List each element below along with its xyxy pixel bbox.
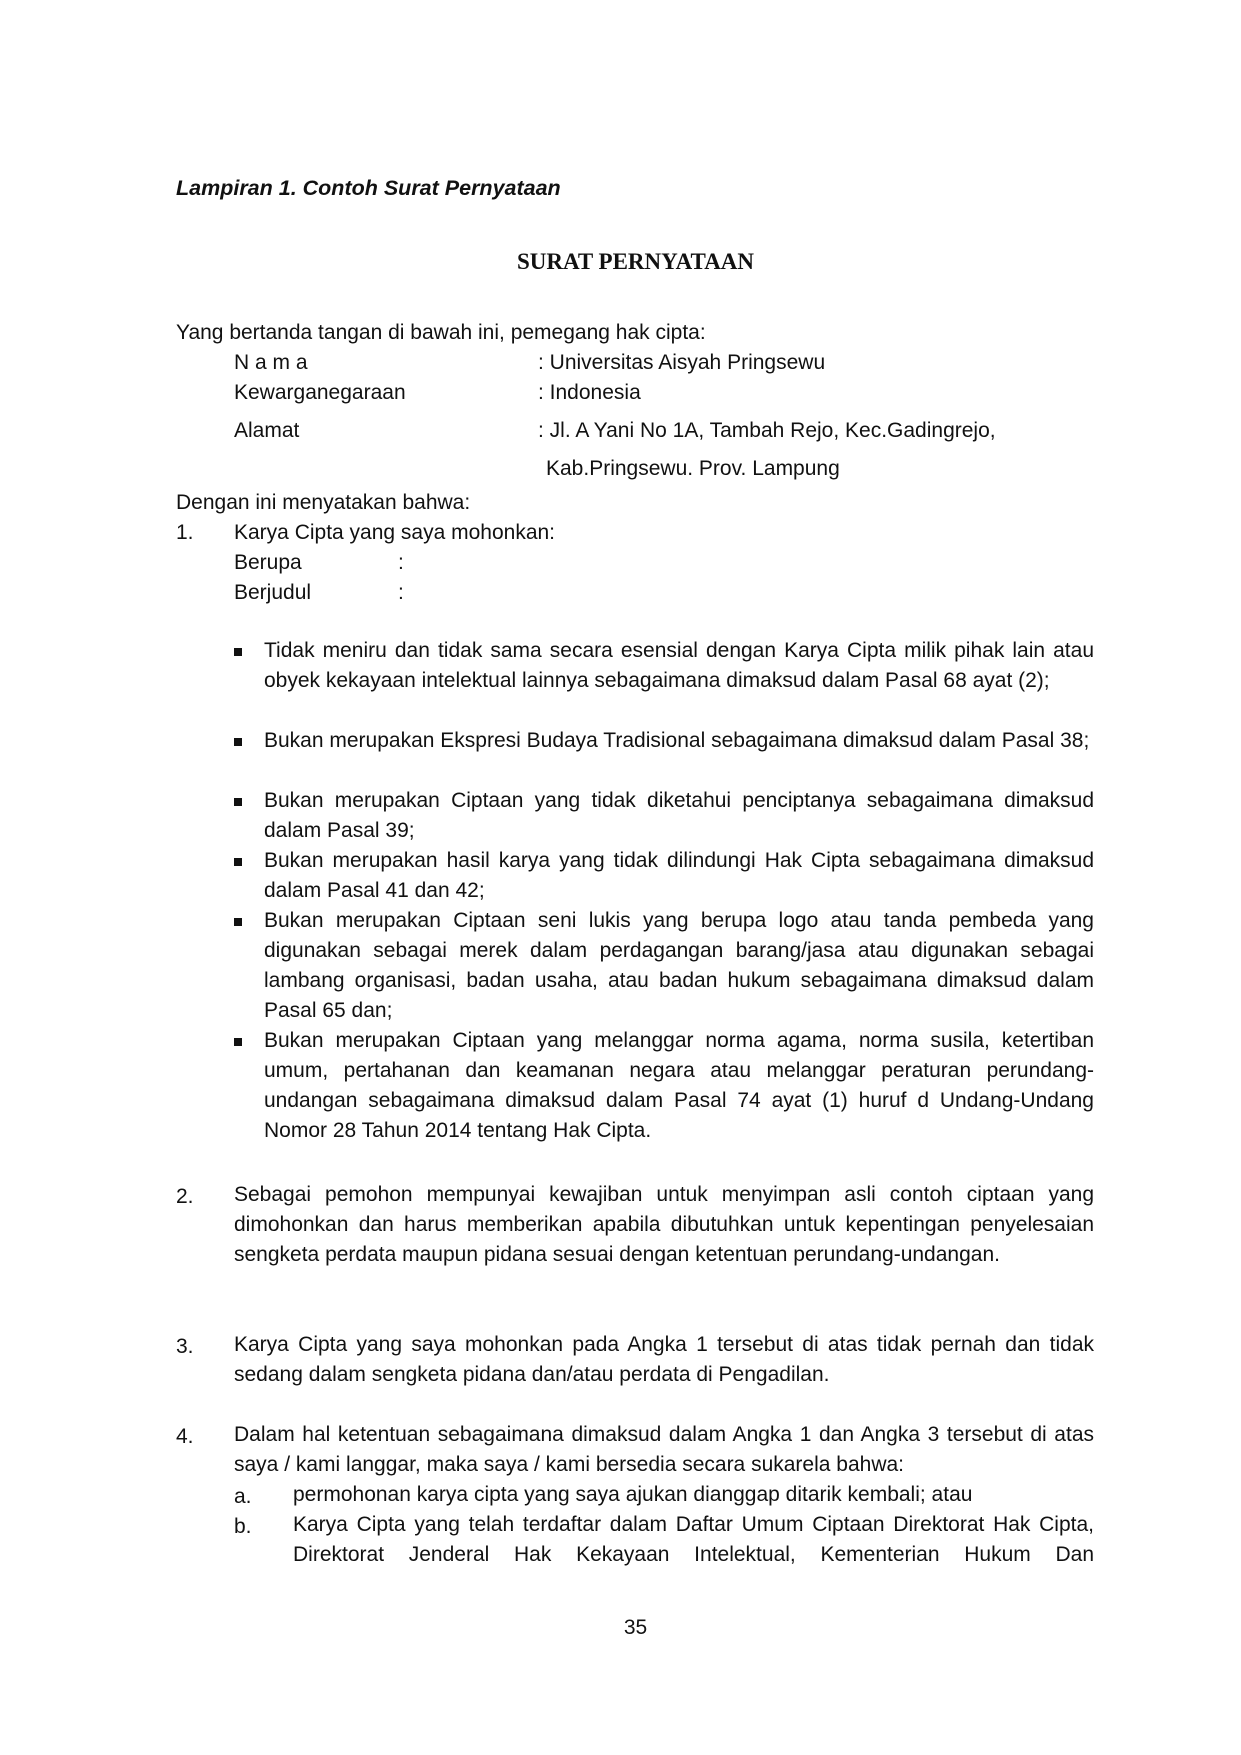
bullet-item: Tidak meniru dan tidak sama secara esensial dengan Karya Cipta milik pihak lain atau obyek kekayaan intelektual lainnya sebagaimana dimaksud dalam Pasal 68 ayat (2); [264, 639, 1094, 692]
field-label-nama: N a m a [234, 351, 308, 374]
bullet-square-icon [234, 918, 242, 926]
intro-text: Yang bertanda tangan di bawah ini, pemegang hak cipta: [176, 321, 706, 344]
item-text: Karya Cipta yang saya mohonkan: [234, 521, 556, 544]
subfield-label-berupa: Berupa [234, 551, 302, 574]
subitem-text: permohonan karya cipta yang saya ajukan dianggap ditarik kembali; atau [293, 1483, 973, 1506]
subitem-letter: a. [234, 1485, 252, 1508]
field-value-nama: : Universitas Aisyah Pringsewu [538, 351, 826, 374]
bullet-item: Bukan merupakan Ciptaan seni lukis yang berupa logo atau tanda pembeda yang digunakan sebagai merek dalam perdagangan barang/jasa atau digunakan sebagai lambang organisasi, badan usaha, atau badan hukum sebagaimana dimaksud dalam Pasal 65 dan; [264, 909, 1094, 1022]
subitem-text: Karya Cipta yang telah terdaftar dalam Daftar Umum Ciptaan Direktorat Hak Cipta, Direktorat Jenderal Hak Kekayaan Intelektual, Kementerian Hukum Dan [293, 1513, 1094, 1566]
page-number: 35 [623, 1616, 648, 1639]
item-number: 1. [176, 521, 194, 544]
document-title: SURAT PERNYATAAN [516, 249, 755, 274]
appendix-caption: Lampiran 1. Contoh Surat Pernyataan [176, 176, 561, 200]
item-number: 4. [176, 1425, 194, 1448]
item-text: Sebagai pemohon mempunyai kewajiban untuk menyimpan asli contoh ciptaan yang dimohonkan dan harus memberikan apabila dibutuhkan untuk kepentingan penyelesaian sengketa perdata maupun pidana sesuai dengan ketentuan perundang-undangan. [234, 1183, 1094, 1266]
bullet-square-icon [234, 1038, 242, 1046]
bullet-item: Bukan merupakan Ekspresi Budaya Tradisional sebagaimana dimaksud dalam Pasal 38; [264, 729, 1090, 752]
subfield-colon: : [398, 581, 404, 604]
item-text: Karya Cipta yang saya mohonkan pada Angka 1 tersebut di atas tidak pernah dan tidak sedang dalam sengketa pidana dan/atau perdata di Pengadilan. [234, 1333, 1094, 1386]
bullet-item: Bukan merupakan Ciptaan yang melanggar norma agama, norma susila, ketertiban umum, pertahanan dan keamanan negara atau melanggar peraturan perundang-undangan sebagaimana dimaksud dalam Pasal 74 ayat (1) huruf d Undang-Undang Nomor 28 Tahun 2014 tentang Hak Cipta. [264, 1029, 1094, 1142]
subfield-label-berjudul: Berjudul [234, 581, 312, 604]
bullet-square-icon [234, 858, 242, 866]
subitem-letter: b. [234, 1515, 252, 1538]
bullet-square-icon [234, 738, 242, 746]
declaration-intro: Dengan ini menyatakan bahwa: [176, 491, 471, 514]
field-label-kewarganegaraan: Kewarganegaraan [234, 381, 406, 404]
item-text: Dalam hal ketentuan sebagaimana dimaksud dalam Angka 1 dan Angka 3 tersebut di atas saya / kami langgar, maka saya / kami bersedia secara sukarela bahwa: [234, 1423, 1094, 1476]
field-value-alamat: : Jl. A Yani No 1A, Tambah Rejo, Kec.Gadingrejo, [538, 419, 996, 442]
bullet-item: Bukan merupakan Ciptaan yang tidak diketahui penciptanya sebagaimana dimaksud dalam Pasal 39; [264, 789, 1094, 842]
item-number: 2. [176, 1185, 194, 1208]
bullet-square-icon [234, 648, 242, 656]
bullet-square-icon [234, 798, 242, 806]
item-number: 3. [176, 1335, 194, 1358]
field-label-alamat: Alamat [234, 419, 300, 442]
field-value-alamat-line2: Kab.Pringsewu. Prov. Lampung [546, 457, 840, 480]
field-value-kewarganegaraan: : Indonesia [538, 381, 641, 404]
bullet-item: Bukan merupakan hasil karya yang tidak dilindungi Hak Cipta sebagaimana dimaksud dalam Pasal 41 dan 42; [264, 849, 1094, 902]
subfield-colon: : [398, 551, 404, 574]
